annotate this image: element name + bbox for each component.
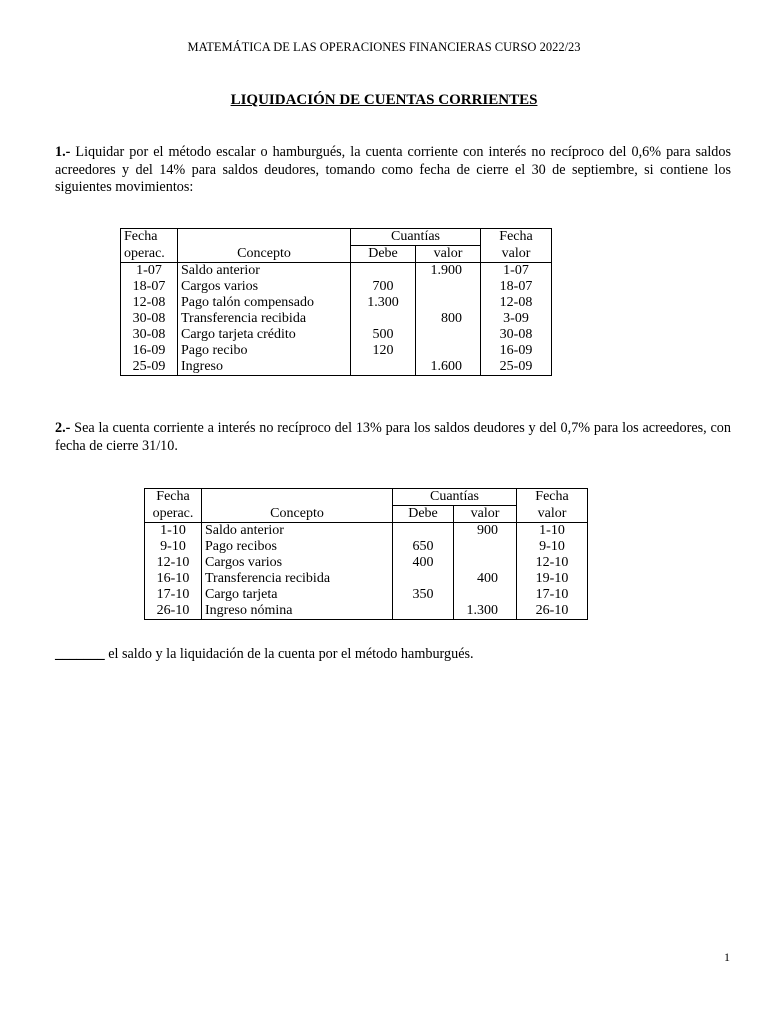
header-concepto-top [202, 489, 393, 506]
table-row [145, 603, 588, 620]
table-row [145, 539, 588, 555]
cell-haber: 400 [454, 571, 517, 587]
table-row [121, 311, 552, 327]
cell-fecha-valor: 30-08 [481, 327, 552, 343]
cell-fecha-valor: 12-08 [481, 295, 552, 311]
cell-haber [454, 555, 517, 571]
header-operac: operac. [121, 246, 178, 263]
table-row [121, 343, 552, 359]
exercise-1-text: Liquidar por el método escalar o hamburgués, la cuenta corriente con interés no recíproco del 0,6% para saldos acreedores y del 14% para saldos deudores, tomando como fecha de cierre el 30 de septiembre, si contiene los siguientes movimientos: [55, 144, 731, 195]
header-fecha-valor: Fecha [517, 489, 588, 506]
exercise-2-text: Sea la cuenta corriente a interés no recíproco del 13% para los saldos deudores y del 0,7% para los acreedores, con fecha de cierre 31/10. [55, 420, 731, 454]
cell-fecha-valor: 17-10 [517, 587, 588, 603]
cell-debe: 500 [351, 327, 416, 343]
cell-fecha-operacion: 26-10 [145, 603, 202, 620]
cell-concepto: Saldo anterior [202, 523, 393, 540]
cell-debe [393, 523, 454, 540]
cell-debe: 650 [393, 539, 454, 555]
header-concepto: Concepto [202, 506, 393, 523]
cell-fecha-operacion: 25-09 [121, 359, 178, 376]
cell-debe: 700 [351, 279, 416, 295]
table-row [121, 279, 552, 295]
table-row [145, 587, 588, 603]
table-row [145, 571, 588, 587]
cell-fecha-valor: 12-10 [517, 555, 588, 571]
cell-fecha-operacion: 12-08 [121, 295, 178, 311]
cell-concepto: Transferencia recibida [178, 311, 351, 327]
header-operac: operac. [145, 506, 202, 523]
movements-table-2 [144, 488, 588, 620]
header-haber: valor [416, 246, 481, 263]
cell-fecha-operacion: 1-07 [121, 263, 178, 280]
table-row [121, 327, 552, 343]
cell-haber: 1.900 [416, 263, 481, 280]
movements-table-2-body [145, 523, 588, 620]
blank-line: _______ [55, 646, 105, 662]
header-concepto: Concepto [178, 246, 351, 263]
cell-fecha-valor: 9-10 [517, 539, 588, 555]
header-valor: valor [517, 506, 588, 523]
cell-haber [416, 279, 481, 295]
cell-concepto: Transferencia recibida [202, 571, 393, 587]
cell-concepto: Pago talón compensado [178, 295, 351, 311]
header-cuantias: Cuantías [393, 489, 517, 506]
cell-fecha-operacion: 9-10 [145, 539, 202, 555]
table-row [121, 263, 552, 280]
cell-fecha-operacion: 16-09 [121, 343, 178, 359]
cell-haber [416, 343, 481, 359]
cell-debe [351, 263, 416, 280]
cell-fecha-operacion: 18-07 [121, 279, 178, 295]
header-fecha: Fecha [145, 489, 202, 506]
exercise-1-statement [55, 144, 731, 197]
cell-haber [416, 327, 481, 343]
cell-fecha-valor: 19-10 [517, 571, 588, 587]
cell-debe: 1.300 [351, 295, 416, 311]
cell-concepto: Pago recibos [202, 539, 393, 555]
cell-debe [351, 311, 416, 327]
exercise-2-number: 2.- [55, 420, 71, 436]
cell-fecha-valor: 3-09 [481, 311, 552, 327]
header-haber: valor [454, 506, 517, 523]
table-row [121, 359, 552, 376]
cell-haber: 1.300 [454, 603, 517, 620]
cell-concepto: Cargo tarjeta [202, 587, 393, 603]
cell-fecha-operacion: 1-10 [145, 523, 202, 540]
cell-debe: 120 [351, 343, 416, 359]
cell-debe [351, 359, 416, 376]
cell-concepto: Pago recibo [178, 343, 351, 359]
cell-fecha-valor: 1-10 [517, 523, 588, 540]
cell-haber: 1.600 [416, 359, 481, 376]
header-fecha-valor: Fecha [481, 229, 552, 246]
cell-concepto: Ingreso nómina [202, 603, 393, 620]
exercise-2-instruction [55, 646, 731, 664]
cell-debe: 400 [393, 555, 454, 571]
header-fecha: Fecha [121, 229, 178, 246]
header-concepto-top [178, 229, 351, 246]
cell-fecha-operacion: 17-10 [145, 587, 202, 603]
cell-haber: 800 [416, 311, 481, 327]
header-cuantias: Cuantías [351, 229, 481, 246]
table-row [145, 523, 588, 540]
cell-fecha-operacion: 12-10 [145, 555, 202, 571]
cell-fecha-valor: 25-09 [481, 359, 552, 376]
cell-debe [393, 603, 454, 620]
movements-table-1-body [121, 263, 552, 376]
movements-table-1 [120, 228, 552, 376]
table-row [145, 555, 588, 571]
cell-fecha-operacion: 16-10 [145, 571, 202, 587]
cell-haber [416, 295, 481, 311]
exercise-2-statement [55, 420, 731, 455]
exercise-2-instruction-text: el saldo y la liquidación de la cuenta por el método hamburgués. [104, 646, 474, 662]
cell-haber [454, 539, 517, 555]
cell-fecha-operacion: 30-08 [121, 311, 178, 327]
header-valor: valor [481, 246, 552, 263]
document-header: MATEMÁTICA DE LAS OPERACIONES FINANCIERAS CURSO 2022/23 [187, 40, 581, 54]
page-number: 1 [724, 950, 730, 964]
cell-debe [393, 571, 454, 587]
exercise-1-number: 1.- [55, 144, 71, 160]
cell-fecha-valor: 26-10 [517, 603, 588, 620]
cell-haber [454, 587, 517, 603]
cell-debe: 350 [393, 587, 454, 603]
header-debe: Debe [351, 246, 416, 263]
table-row [121, 295, 552, 311]
cell-fecha-valor: 18-07 [481, 279, 552, 295]
document-title: LIQUIDACIÓN DE CUENTAS CORRIENTES [230, 92, 538, 108]
cell-fecha-operacion: 30-08 [121, 327, 178, 343]
cell-concepto: Cargos varios [202, 555, 393, 571]
header-debe: Debe [393, 506, 454, 523]
cell-fecha-valor: 16-09 [481, 343, 552, 359]
cell-concepto: Cargo tarjeta crédito [178, 327, 351, 343]
cell-fecha-valor: 1-07 [481, 263, 552, 280]
cell-haber: 900 [454, 523, 517, 540]
cell-concepto: Saldo anterior [178, 263, 351, 280]
cell-concepto: Ingreso [178, 359, 351, 376]
cell-concepto: Cargos varios [178, 279, 351, 295]
